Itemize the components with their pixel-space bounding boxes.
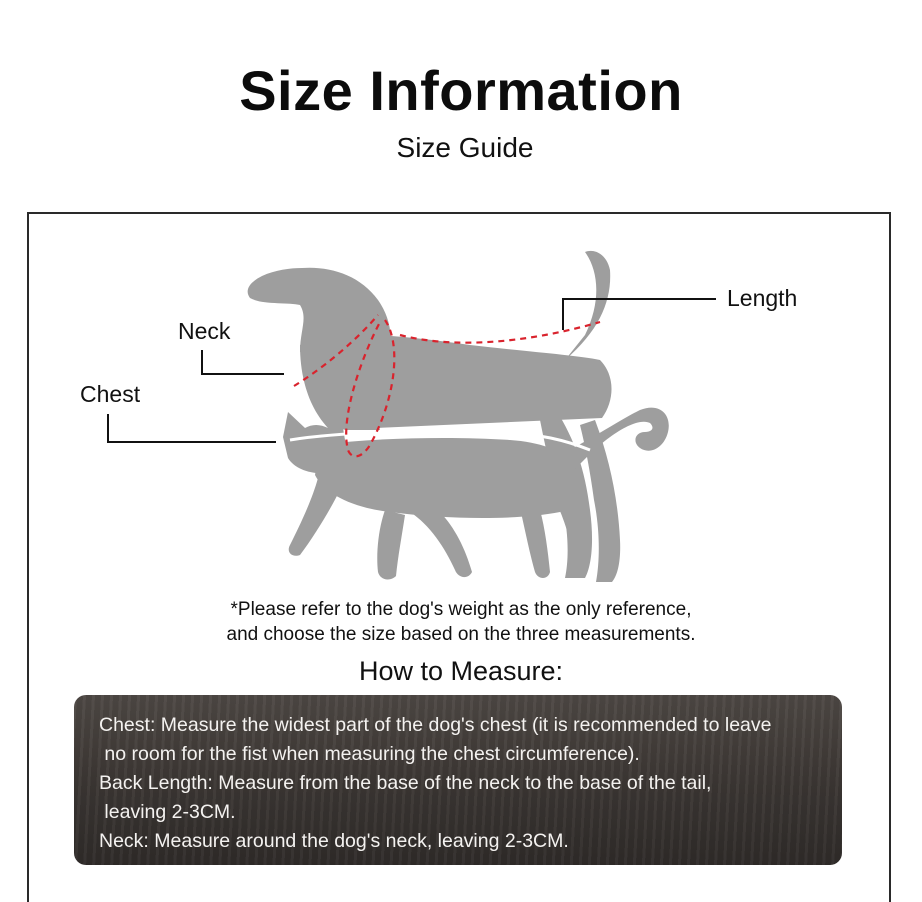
measurement-instructions-panel [74,695,842,865]
page-subtitle: Size Guide [396,132,534,163]
neck-leader-line [202,350,284,374]
how-to-measure-heading: How to Measure: [358,656,564,686]
length-measure-line [400,322,600,343]
weight-note-line-2: and choose the size based on the three measurements. [226,624,696,645]
instruction-line: Neck: Measure around the dog's neck, leaving 2-3CM. [99,830,569,852]
length-label: Length [727,285,798,311]
weight-note-line-1: *Please refer to the dog's weight as the only reference, [230,599,692,620]
instruction-line: leaving 2-3CM. [99,801,236,823]
chest-leader-line [108,414,276,442]
instruction-line: Back Length: Measure from the base of the neck to the base of the tail, [99,772,712,794]
instruction-line: Chest: Measure the widest part of the dog's chest (it is recommended to leave [99,714,772,736]
neck-label: Neck [178,318,231,344]
page-title: Size Information [239,59,683,122]
instruction-line: no room for the fist when measuring the chest circumference). [99,743,640,765]
chest-label: Chest [80,381,141,407]
